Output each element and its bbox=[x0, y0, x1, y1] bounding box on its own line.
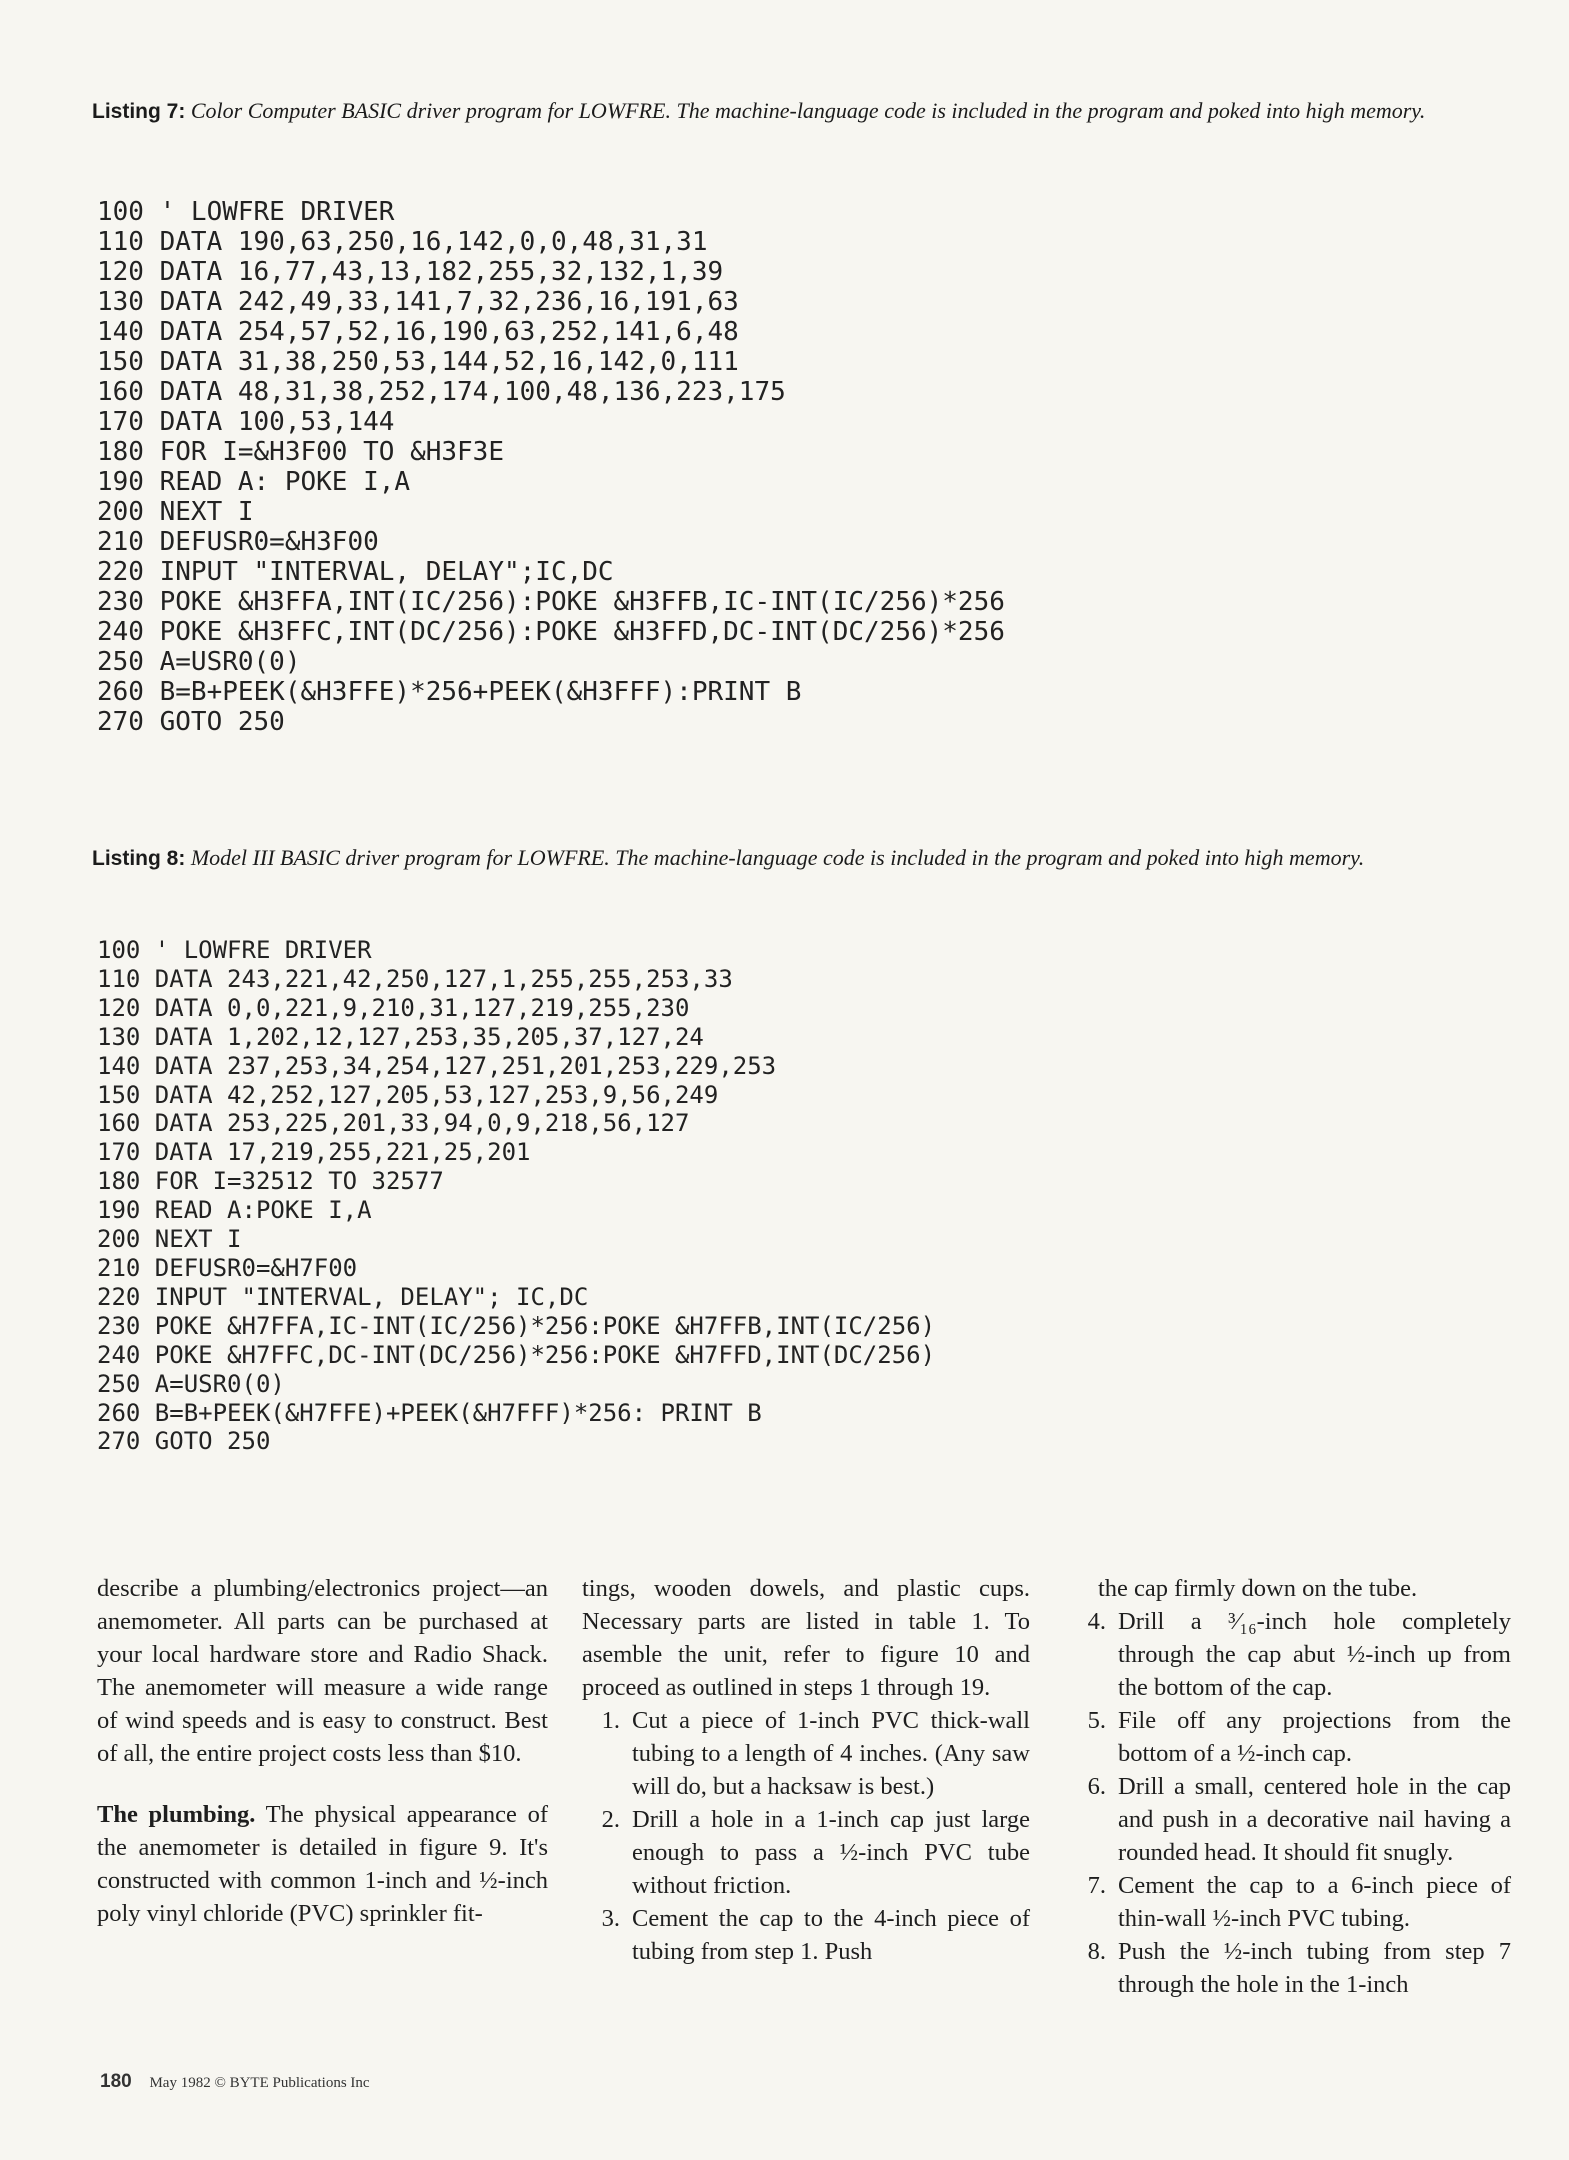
code-line: 130 DATA 1,202,12,127,253,35,205,37,127,24 bbox=[97, 1022, 704, 1051]
code-line: 110 DATA 243,221,42,250,127,1,255,255,253,33 bbox=[97, 964, 733, 993]
step-item: 8. Push the ½-inch tubing from step 7 through the hole in the 1-inch bbox=[1087, 1938, 1511, 1998]
code-line: 270 GOTO 250 bbox=[97, 707, 285, 737]
page-footer bbox=[100, 2071, 370, 2093]
step-item: 2. Drill a hole in a 1-inch cap just large enough to pass a ½-inch PVC tube without friction. bbox=[601, 1806, 1030, 1899]
article-column-2 bbox=[582, 1572, 1030, 1968]
code-line: 230 POKE &H7FFA,IC-INT(IC/256)*256:POKE &H7FFB,INT(IC/256) bbox=[97, 1311, 936, 1340]
step-item: 3. Cement the cap to the 4-inch piece of tubing from step 1. Push bbox=[601, 1905, 1030, 1965]
code-line: 210 DEFUSR0=&H3F00 bbox=[97, 527, 379, 557]
code-line: 180 FOR I=&H3F00 TO &H3F3E bbox=[97, 437, 504, 467]
code-line: 170 DATA 17,219,255,221,25,201 bbox=[97, 1138, 531, 1167]
code-line: 130 DATA 242,49,33,141,7,32,236,16,191,63 bbox=[97, 287, 739, 317]
code-line: 160 DATA 253,225,201,33,94,0,9,218,56,127 bbox=[97, 1109, 690, 1138]
assembly-paragraph: tings, wooden dowels, and plastic cups. Necessary parts are listed in table 1. To asemble the unit, refer to figure 10 and proceed as outlined in steps 1 through 19. bbox=[582, 1575, 1030, 1701]
code-line: 250 A=USR0(0) bbox=[97, 647, 301, 677]
article-column-3 bbox=[1068, 1572, 1511, 2001]
intro-paragraph: describe a plumbing/electronics project—an anemometer. All parts can be purchased at your local hardware store and Radio Shack. The anemometer will measure a wide range of wind speeds and is easy to construct. Best of all, the entire project costs less than $10. bbox=[97, 1575, 548, 1767]
code-line: 260 B=B+PEEK(&H3FFE)*256+PEEK(&H3FFF):PRINT B bbox=[97, 677, 802, 707]
listing-7-caption bbox=[92, 95, 1502, 127]
step-item: 4. Drill a ³⁄₁₆-inch hole completely through the cap abut ½-inch up from the bottom of the cap. bbox=[1087, 1608, 1511, 1701]
code-line: 190 READ A:POKE I,A bbox=[97, 1196, 372, 1225]
code-line: 150 DATA 31,38,250,53,144,52,16,142,0,111 bbox=[97, 347, 739, 377]
code-line: 140 DATA 254,57,52,16,190,63,252,141,6,48 bbox=[97, 317, 739, 347]
listing-7-code bbox=[97, 197, 1005, 737]
code-line: 220 INPUT "INTERVAL, DELAY";IC,DC bbox=[97, 557, 614, 587]
code-line: 240 POKE &H7FFC,DC-INT(DC/256)*256:POKE &H7FFD,INT(DC/256) bbox=[97, 1340, 936, 1369]
code-line: 220 INPUT "INTERVAL, DELAY"; IC,DC bbox=[97, 1282, 589, 1311]
code-line: 200 NEXT I bbox=[97, 1225, 242, 1254]
steps-list-part-2 bbox=[1068, 1605, 1511, 2001]
step-item: 7. Cement the cap to a 6-inch piece of thin-wall ½-inch PVC tubing. bbox=[1087, 1872, 1511, 1932]
code-line: 100 ' LOWFRE DRIVER bbox=[97, 197, 395, 227]
code-line: 120 DATA 0,0,221,9,210,31,127,219,255,230 bbox=[97, 993, 690, 1022]
page-number: 180 bbox=[100, 2071, 132, 2092]
code-line: 150 DATA 42,252,127,205,53,127,253,9,56,249 bbox=[97, 1080, 719, 1109]
code-line: 230 POKE &H3FFA,INT(IC/256):POKE &H3FFB,IC-INT(IC/256)*256 bbox=[97, 587, 1005, 617]
listing-8-caption bbox=[92, 842, 1502, 874]
step-3-continuation: the cap firmly down on the tube. bbox=[1098, 1575, 1418, 1602]
listing-7-description: Color Computer BASIC driver program for LOWFRE. The machine-language code is included in the program and poked into high memory. bbox=[190, 98, 1426, 123]
code-line: 180 FOR I=32512 TO 32577 bbox=[97, 1167, 444, 1196]
step-item: 1. Cut a piece of 1-inch PVC thick-wall tubing to a length of 4 inches. (Any saw will do, but a hacksaw is best.) bbox=[601, 1707, 1030, 1800]
code-line: 250 A=USR0(0) bbox=[97, 1369, 285, 1398]
steps-list-part-1 bbox=[582, 1704, 1030, 1968]
code-line: 160 DATA 48,31,38,252,174,100,48,136,223,175 bbox=[97, 377, 786, 407]
code-line: 200 NEXT I bbox=[97, 497, 254, 527]
code-line: 210 DEFUSR0=&H7F00 bbox=[97, 1253, 358, 1282]
plumbing-heading: The plumbing. bbox=[97, 1801, 256, 1828]
listing-7-label: Listing 7: bbox=[92, 100, 186, 123]
code-line: 270 GOTO 250 bbox=[97, 1427, 271, 1456]
plumbing-text: The physical appearance of the anemometer is detailed in figure 9. It's constructed with common 1-inch and ½-inch poly vinyl chloride (PVC) sprinkler fit- bbox=[97, 1801, 548, 1927]
article-column-1 bbox=[97, 1572, 548, 1930]
code-line: 100 ' LOWFRE DRIVER bbox=[97, 936, 372, 964]
footer-credit: May 1982 © BYTE Publications Inc bbox=[149, 2075, 370, 2091]
code-line: 260 B=B+PEEK(&H7FFE)+PEEK(&H7FFF)*256: PRINT B bbox=[97, 1398, 762, 1427]
step-item: 5. File off any projections from the bottom of a ½-inch cap. bbox=[1087, 1707, 1511, 1767]
code-line: 190 READ A: POKE I,A bbox=[97, 467, 411, 497]
code-line: 120 DATA 16,77,43,13,182,255,32,132,1,39 bbox=[97, 257, 724, 287]
step-item: 6. Drill a small, centered hole in the cap and push in a decorative nail having a rounded head. It should fit snugly. bbox=[1087, 1773, 1511, 1866]
code-line: 110 DATA 190,63,250,16,142,0,0,48,31,31 bbox=[97, 227, 708, 257]
plumbing-paragraph bbox=[97, 1798, 548, 1930]
listing-8-description: Model III BASIC driver program for LOWFRE. The machine-language code is included in the program and poked into high memory. bbox=[190, 845, 1365, 870]
code-line: 170 DATA 100,53,144 bbox=[97, 407, 395, 437]
code-line: 240 POKE &H3FFC,INT(DC/256):POKE &H3FFD,DC-INT(DC/256)*256 bbox=[97, 617, 1005, 647]
code-line: 140 DATA 237,253,34,254,127,251,201,253,229,253 bbox=[97, 1051, 777, 1080]
listing-8-label: Listing 8: bbox=[92, 847, 186, 870]
listing-8-code bbox=[97, 936, 935, 1456]
